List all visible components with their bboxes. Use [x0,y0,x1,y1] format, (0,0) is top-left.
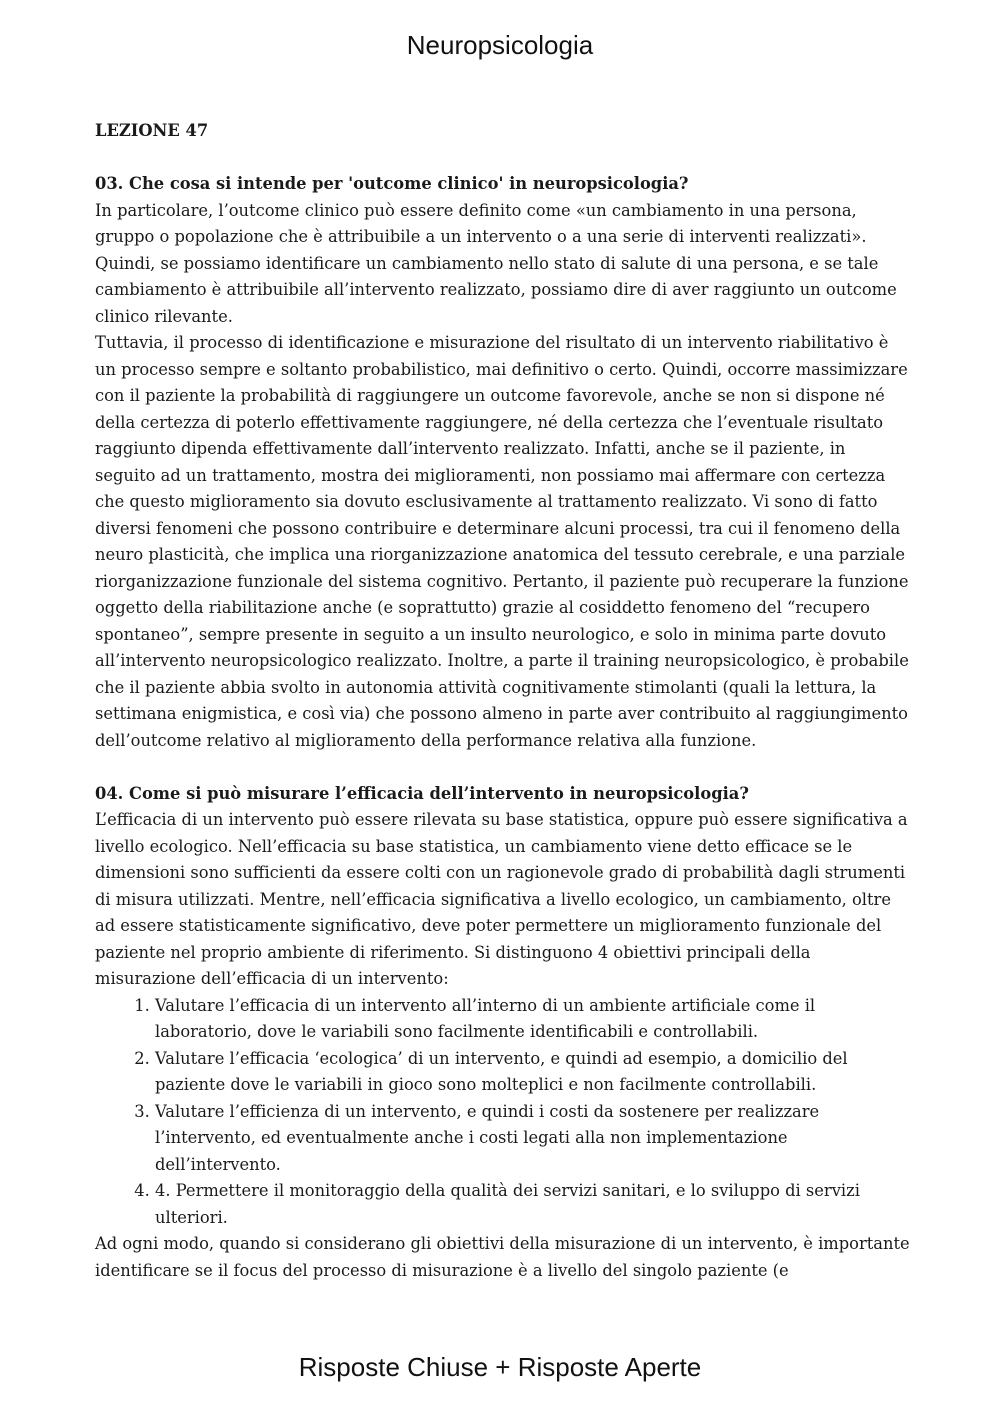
list-item: 3. Valutare l’efficienza di un intervento, e quindi i costi da sostenere per realizzare l’intervento, ed eventualmente anche i costi legati alla non implementazione dell’intervento. [155,1099,910,1179]
paragraph: Tuttavia, il processo di identificazione e misurazione del risultato di un intervento riabilitativo è un processo sempre e soltanto probabilistico, mai definitivo o certo. Quindi, occorre massimizzare con il paziente la probabilità di raggiungere un outcome favorevole, anche se non si dispone né della certezza di poterlo effettivamente raggiungere, né della certezza che l’eventuale risultato raggiunto dipenda effettivamente dall’intervento realizzato. Infatti, anche se il paziente, in seguito ad un trattamento, mostra dei miglioramenti, non possiamo mai affermare con certezza che questo miglioramento sia dovuto esclusivamente al trattamento realizzato. Vi sono di fatto diversi fenomeni che possono contribuire e determinare alcuni processi, tra cui il fenomeno della neuro plasticità, che implica una riorganizzazione anatomica del tessuto cerebrale, e una parziale riorganizzazione funzionale del sistema cognitivo. Pertanto, il paziente può recuperare la funzione oggetto della riabilitazione anche (e soprattutto) grazie al cosiddetto fenomeno del “recupero spontaneo”, sempre presente in seguito a un insulto neurologico, e solo in minima parte dovuto all’intervento neuropsicologico realizzato. Inoltre, a parte il training neuropsicologico, è probabile che il paziente abbia svolto in autonomia attività cognitivamente stimolanti (quali la lettura, la settimana enigmistica, e così via) che possono almeno in parte aver contribuito al raggiungimento dell’outcome relativo al miglioramento della performance relativa alla funzione. [95,333,909,750]
page-footer: Risposte Chiuse + Risposte Aperte [298,1352,702,1382]
paragraph: In particolare, l’outcome clinico può essere definito come «un cambiamento in una persona, gruppo o popolazione che è attribuibile a un intervento o a una serie di interventi realizzati». Quindi, se possiamo identificare un cambiamento nello stato di salute di una persona, e se tale cambiamento è attribuibile all’intervento realizzato, possiamo dire di aver raggiunto un outcome clinico rilevante. [95,200,897,326]
list-item: 4. 4. Permettere il monitoraggio della qualità dei servizi sanitari, e lo sviluppo di servizi ulteriori. [155,1178,910,1231]
page-header: Neuropsicologia [406,30,594,60]
lesson-title: LEZIONE 47 [95,121,209,140]
list-item: 2. Valutare l’efficacia ‘ecologica’ di un intervento, e quindi ad esempio, a domicilio del paziente dove le variabili in gioco sono molteplici e non facilmente controllabili. [155,1046,910,1099]
paragraph: L’efficacia di un intervento può essere rilevata su base statistica, oppure può essere significativa a livello ecologico. Nell’efficacia su base statistica, un cambiamento viene detto efficace se le dimensioni sono sufficienti da essere colti con un ragionevole grado di probabilità dagli strumenti di misura utilizzati. Mentre, nell’efficacia significativa a livello ecologico, un cambiamento, oltre ad essere statisticamente significativo, deve poter permettere un miglioramento funzionale del paziente nel proprio ambiente di riferimento. Si distinguono 4 obiettivi principali della misurazione dell’efficacia di un intervento: [95,810,908,988]
question-heading: 04. Come si può misurare l’efficacia dell’intervento in neuropsicologia? [95,783,749,803]
section-efficacia [95,781,910,1285]
document-body [95,118,910,1284]
paragraph: Ad ogni modo, quando si considerano gli obiettivi della misurazione di un intervento, è importante identificare se il focus del processo di misurazione è a livello del singolo paziente (e [95,1234,910,1280]
question-heading: 03. Che cosa si intende per 'outcome clinico' in neuropsicologia? [95,174,689,193]
goals-list [95,993,910,1232]
section-outcome-clinico [95,171,910,754]
list-item: 1. Valutare l’efficacia di un intervento all’interno di un ambiente artificiale come il laboratorio, dove le variabili sono facilmente identificabili e controllabili. [155,993,910,1046]
